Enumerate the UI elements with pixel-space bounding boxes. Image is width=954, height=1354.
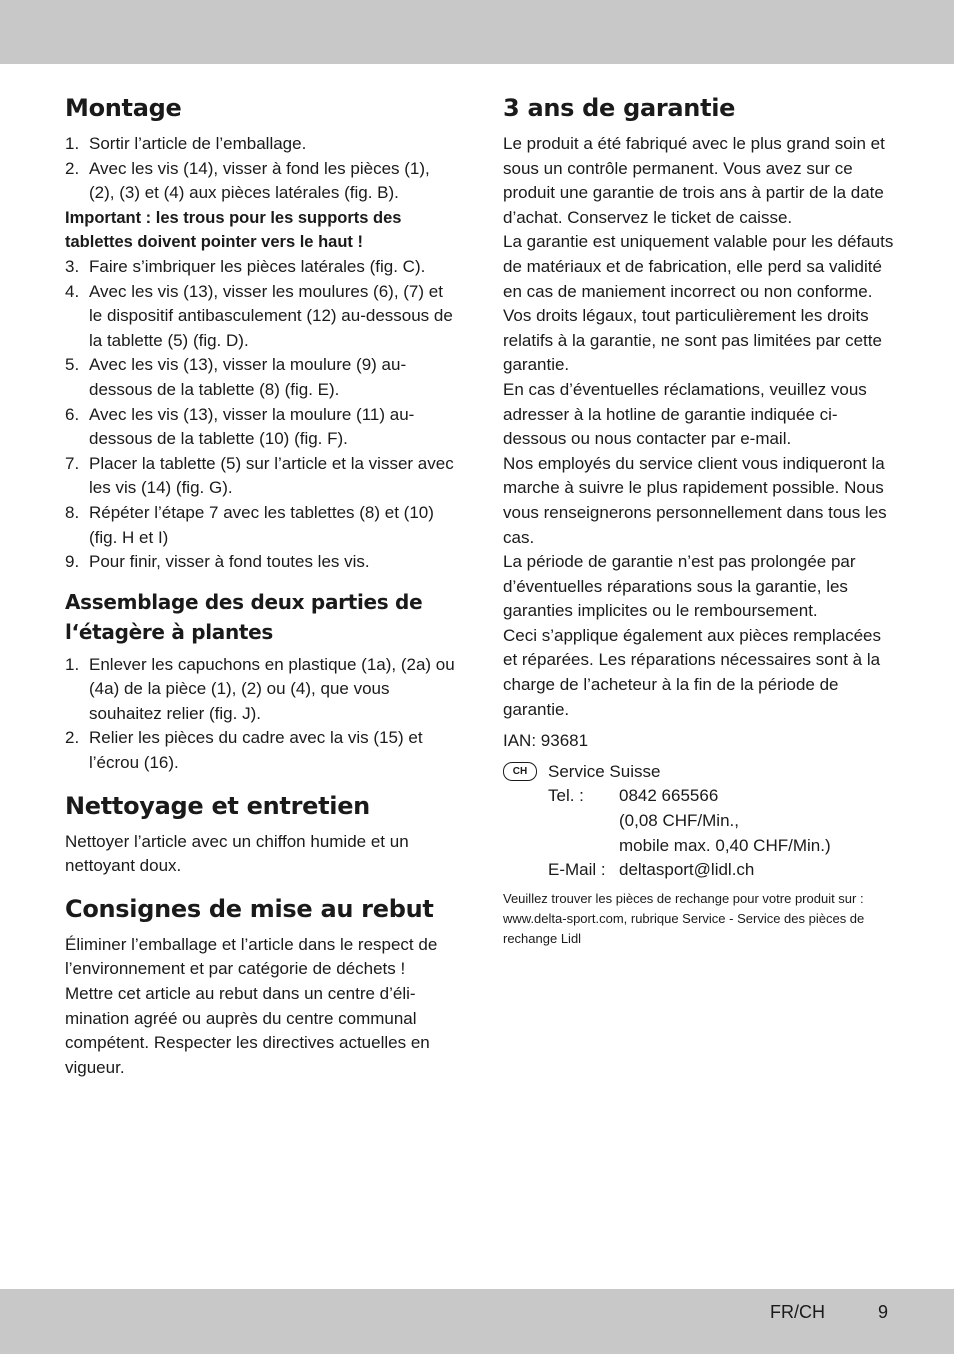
list-item bbox=[65, 452, 455, 501]
tel-rate-mobile-row bbox=[548, 834, 895, 859]
email-label: E-Mail : bbox=[548, 860, 606, 880]
list-number: 5. bbox=[65, 355, 80, 375]
list-number: 1. bbox=[65, 654, 80, 674]
list-item bbox=[65, 501, 455, 550]
list-text: Faire s’imbriquer les pièces latérales (fig. C). bbox=[89, 256, 426, 276]
tel-label: Tel. : bbox=[548, 786, 584, 806]
assembly-heading: Assemblage des deux parties de l‘étagère à plantes bbox=[65, 589, 423, 644]
tel-rate-mobile: mobile max. 0,40 CHF/Min.) bbox=[619, 835, 831, 855]
spare-parts-note: Veuillez trouver les pièces de rechange pour votre produit sur : www.delta-sport.com, rubrique Service - Service des pièces de rechange Lidl bbox=[503, 890, 865, 946]
list-text: Avec les vis (13), visser la moulure (9) audessous de la tablette (8) (fig. E). bbox=[89, 355, 407, 399]
warranty-paragraph: Ceci s’applique également aux pièces remplacées et réparées. Les réparations nécessaires sont à la charge de l’acheteur à la fin de la période de garantie. bbox=[503, 625, 881, 719]
warranty-paragraph: La garantie est uniquement valable pour les défauts de matériaux et de fabrication, elle perd sa validité en cas de maniement incorrect ou non conforme. Vos droits légaux, tout particulièrement les droits relatifs à la garantie, ne sont pas limitées par cette garantie. bbox=[503, 232, 894, 375]
disposal-text: Éliminer l’emballage et l’article dans le respect de l’environnement et par catégorie de déchets ! Mettre cet article au rebut dans un centre d’élimination agréé ou auprès du centre communal compétent. Respecter les directives actuelles en vigueur. bbox=[65, 934, 438, 1077]
list-text: Enlever les capuchons en plastique (1a), (2a) ou (4a) de la pièce (1), (2) ou (4), que vous souhaitez relier (fig. J). bbox=[89, 654, 455, 723]
list-number: 3. bbox=[65, 256, 80, 276]
list-text: Placer la tablette (5) sur l’article et la visser avec les vis (14) (fig. G). bbox=[89, 453, 454, 498]
list-item bbox=[65, 353, 455, 402]
warranty-paragraph: La période de garantie n’est pas prolongée par d’éventuelles réparations sous la garantie, les garanties implicites ou le remboursement. bbox=[503, 552, 856, 621]
list-number: 8. bbox=[65, 502, 80, 522]
disposal-heading: Consignes de mise au rebut bbox=[65, 894, 434, 923]
tel-row bbox=[548, 784, 895, 809]
warranty-paragraph: Le produit a été fabriqué avec le plus grand soin et sous un contrôle permanent. Vous avez sur ce produit une garantie de trois ans à partir de la date d’achat. Conservez le ticket de caisse. bbox=[503, 134, 885, 227]
warranty-paragraph: En cas d’éventuelles réclamations, veuillez vous adresser à la hotline de garantie indiquée cidessous ou nous contacter par e-mail. bbox=[503, 379, 867, 449]
list-number: 1. bbox=[65, 134, 80, 153]
service-name: Service Suisse bbox=[548, 761, 661, 781]
list-item bbox=[65, 550, 455, 575]
list-number: 2. bbox=[65, 728, 80, 748]
header-band bbox=[0, 0, 954, 64]
service-contact bbox=[503, 760, 895, 883]
assembly-steps bbox=[65, 653, 455, 776]
list-number: 9. bbox=[65, 552, 80, 572]
ian-number: IAN: 93681 bbox=[503, 731, 589, 751]
warranty-heading: 3 ans de garantie bbox=[503, 94, 736, 122]
cleaning-text: Nettoyer l’article avec un chiffon humide et un nettoyant doux. bbox=[65, 831, 409, 876]
list-text: Relier les pièces du cadre avec la vis (15) et l’écrou (16). bbox=[89, 728, 423, 773]
important-note: Important : les trous pour les supports des tablettes doivent pointer vers le haut ! bbox=[65, 208, 402, 252]
warranty-paragraph: Nos employés du service client vous indiqueront la marche à suivre le plus rapidement possible. Nous vous renseignerons personnellement dans tous les cas. bbox=[503, 453, 887, 547]
ch-country-badge: CH bbox=[503, 762, 537, 781]
list-item bbox=[65, 132, 455, 157]
left-column bbox=[65, 92, 455, 1080]
list-text: Sortir l’article de l’emballage. bbox=[89, 134, 307, 153]
list-item bbox=[65, 255, 455, 280]
list-item bbox=[65, 280, 455, 354]
list-text: Avec les vis (14), visser à fond les pièces (1), (2), (3) et (4) aux pièces latérales (fig. B). bbox=[89, 158, 430, 203]
list-text: Répéter l’étape 7 avec les tablettes (8) et (10) (fig. H et I) bbox=[89, 502, 434, 547]
list-text: Avec les vis (13), visser les moulures (6), (7) et le dispositif antibasculement (12) au-dessous de la tablette (5) (fig. D). bbox=[89, 281, 453, 350]
list-number: 4. bbox=[65, 281, 80, 301]
cleaning-heading: Nettoyage et entretien bbox=[65, 791, 370, 820]
email-address[interactable]: deltasport@lidl.ch bbox=[619, 860, 755, 880]
email-row bbox=[548, 858, 895, 883]
footer-language: FR/CH bbox=[770, 1302, 825, 1322]
list-number: 7. bbox=[65, 453, 80, 473]
right-column bbox=[503, 92, 895, 949]
tel-rate-row bbox=[548, 809, 895, 834]
list-text: Avec les vis (13), visser la moulure (11) au-dessous de la tablette (10) (fig. F). bbox=[89, 404, 415, 449]
page-number: 9 bbox=[878, 1302, 889, 1322]
tel-number: 0842 665566 bbox=[619, 786, 719, 806]
montage-steps-a bbox=[65, 132, 455, 206]
list-item bbox=[65, 403, 455, 452]
montage-heading: Montage bbox=[65, 94, 182, 122]
tel-rate: (0,08 CHF/Min., bbox=[619, 811, 739, 831]
list-item bbox=[65, 157, 455, 206]
list-number: 6. bbox=[65, 404, 80, 424]
list-number: 2. bbox=[65, 158, 80, 178]
list-item bbox=[65, 726, 455, 775]
montage-steps-b bbox=[65, 255, 455, 575]
list-item bbox=[65, 653, 455, 727]
list-text: Pour finir, visser à fond toutes les vis. bbox=[89, 552, 370, 572]
